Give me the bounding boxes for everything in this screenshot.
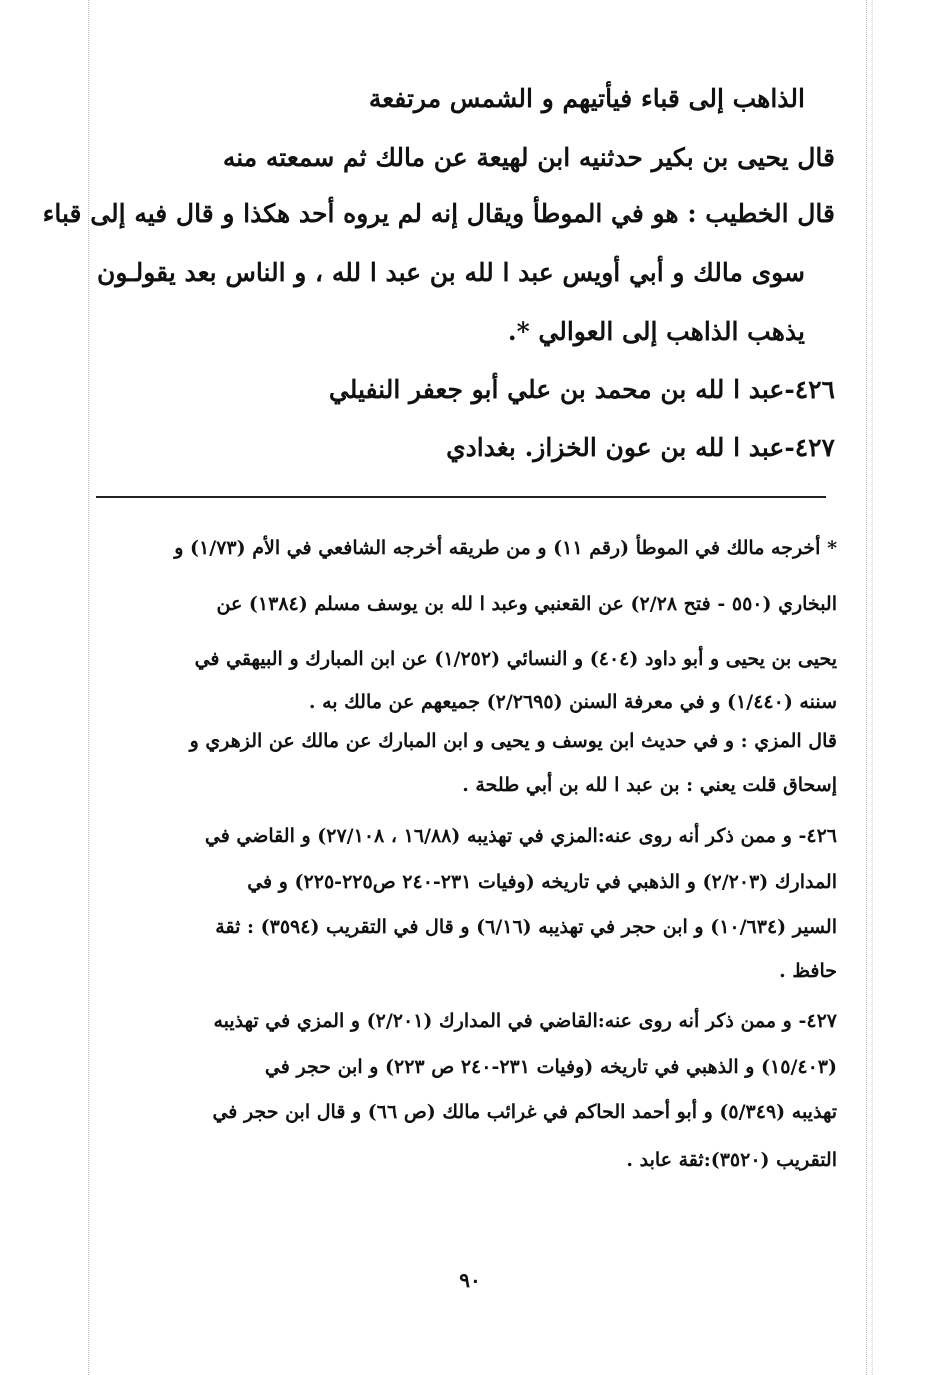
footnote-line: حافظ . — [779, 960, 837, 982]
footnote-divider — [96, 496, 826, 498]
footnote-line: ٤٢٦- و ممن ذكر أنه روى عنه:المزي في تهذيبه (١٦/٨٨ ، ٢٧/١٠٨) و القاضي في — [204, 825, 837, 847]
main-line: الذاهب إلى قباء فيأتيهم و الشمس مرتفعة — [368, 84, 805, 113]
footnote-line: التقريب (٣٥٢٠):ثقة عابد . — [626, 1149, 837, 1171]
main-line: سوى مالك و أبي أويس عبد ا لله بن عبد ا لله ، و الناس بعد يقولـون — [97, 258, 805, 287]
main-line: قال يحيى بن بكير حدثنيه ابن لهيعة عن مالك ثم سمعته منه — [222, 143, 835, 172]
footnote-line: يحيى بن يحيى و أبو داود (٤٠٤) و النسائي (١/٢٥٢) عن ابن المبارك و البيهقي في — [194, 648, 837, 670]
footnote-line: قال المزي : و في حديث ابن يوسف و يحيى و ابن المبارك عن مالك عن الزهري و — [189, 730, 837, 752]
main-line: يذهب الذاهب إلى العوالي *. — [507, 317, 805, 346]
narrator-entry-426: ٤٢٦-عبد ا لله بن محمد بن علي أبو جعفر النفيلي — [328, 375, 835, 404]
footnote-line: (١٥/٤٠٣) و الذهبي في تاريخه (وفيات ٢٣١-٢٤٠ ص ٢٢٣) و ابن حجر في — [264, 1056, 837, 1078]
footnote-line: البخاري (٥٥٠ - فتح ٢/٢٨) عن القعنبي وعبد ا لله بن يوسف مسلم (١٣٨٤) عن — [216, 593, 837, 615]
footnote-line: سننه (١/٤٤٠) و في معرفة السنن (٢/٢٦٩٥) جميعهم عن مالك به . — [308, 691, 837, 713]
footnote-line: السير (١٠/٦٣٤) و ابن حجر في تهذيبه (٦/١٦) و قال في التقريب (٣٥٩٤) : ثقة — [215, 916, 837, 938]
footnote-line: إسحاق قلت يعني : بن عبد ا لله بن أبي طلحة . — [462, 774, 837, 796]
footnote-line: ٤٢٧- و ممن ذكر أنه روى عنه:القاضي في المدارك (٢/٢٠١) و المزي في تهذيبه — [213, 1010, 837, 1032]
narrator-entry-427: ٤٢٧-عبد ا لله بن عون الخزاز. بغدادي — [446, 433, 835, 462]
footnote-line: تهذيبه (٥/٣٤٩) و أبو أحمد الحاكم في غرائب مالك (ص ٦٦) و قال ابن حجر في — [212, 1101, 837, 1123]
scan-edge-right — [866, 0, 867, 1375]
footnote-line: * أخرجه مالك في الموطأ (رقم ١١) و من طريقه أخرجه الشافعي في الأم (١/٧٣) و — [174, 537, 837, 559]
main-line: قال الخطيب : هو في الموطأ ويقال إنه لم يروه أحد هكذا و قال فيه إلى قباء — [42, 199, 835, 228]
footnote-line: المدارك (٢/٢٠٣) و الذهبي في تاريخه (وفيات ٢٣١-٢٤٠ ص٢٢٥-٢٢٥) و في — [247, 871, 837, 893]
scan-edge-far-right — [872, 0, 873, 1375]
page-number: ٩٠ — [459, 1268, 481, 1292]
